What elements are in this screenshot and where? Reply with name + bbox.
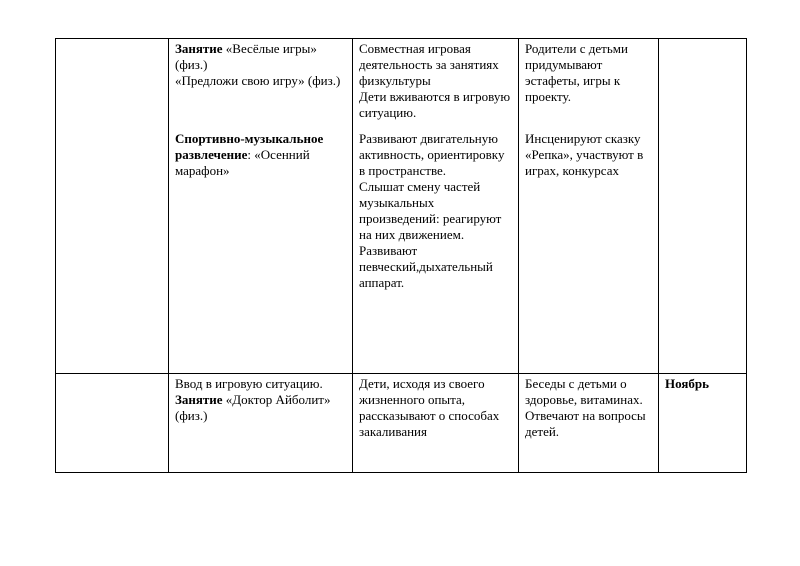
content-table: [55, 38, 747, 473]
cell-block-bottom: [175, 131, 347, 179]
paragraph: [359, 131, 513, 179]
text-run: Развивают певческий,дыхательный аппарат.: [359, 243, 493, 290]
text-run: Родители с детьми придумывают эстафеты, игры к проекту.: [525, 41, 628, 104]
table-cell-parents-actions: [519, 374, 659, 473]
table-row: [56, 39, 747, 374]
text-run: Инсценируют сказку «Репка», участвуют в играх, конкурсах: [525, 131, 644, 178]
cell-block-top: [359, 41, 513, 131]
paragraph: [359, 89, 513, 121]
table-cell-children-actions: [353, 374, 519, 473]
paragraph: [525, 131, 653, 179]
text-run: : «Осенний марафон»: [175, 147, 310, 178]
table-cell-parents-actions: [519, 39, 659, 374]
paragraph: [175, 376, 347, 392]
cell-block-top: [175, 41, 347, 131]
cell-block-bottom: [359, 131, 513, 291]
text-run: Слышат смену частей музыкальных произведений: реагируют на них движением.: [359, 179, 502, 242]
text-run: Развивают двигательную активность, ориентировку в пространстве.: [359, 131, 505, 178]
table-cell-activities: [169, 39, 353, 374]
cell-block-bottom: [525, 131, 653, 179]
cell-block-top: [525, 41, 653, 131]
month-label: [665, 376, 741, 392]
text-run: Ввод в игровую ситуацию.: [175, 376, 323, 391]
paragraph: [175, 392, 347, 424]
text-run: Спортивно-музыкальное развлечение: [175, 131, 324, 162]
text-run: Ноябрь: [665, 376, 710, 391]
table-cell-empty: [56, 39, 169, 374]
table-row: [56, 374, 747, 473]
paragraph: [359, 179, 513, 243]
paragraph: [175, 41, 347, 73]
text-run: «Доктор Айболит» (физ.): [175, 392, 331, 423]
text-run: Занятие: [175, 392, 223, 407]
paragraph: [359, 41, 513, 89]
paragraph: [525, 376, 653, 440]
table-cell-month: [659, 374, 747, 473]
table-cell-empty: [659, 39, 747, 374]
paragraph: [175, 131, 347, 179]
text-run: Совместная игровая деятельность за занятиях физкультуры: [359, 41, 499, 88]
table-cell-children-actions: [353, 39, 519, 374]
table-cell-activities: [169, 374, 353, 473]
text-run: Беседы с детьми о здоровье, витаминах. Отвечают на вопросы детей.: [525, 376, 646, 439]
paragraph: [359, 376, 513, 440]
text-run: Дети, исходя из своего жизненного опыта, рассказывают о способах закаливания: [359, 376, 500, 439]
text-run: «Весёлые игры» (физ.): [175, 41, 317, 72]
paragraph: [359, 243, 513, 291]
text-run: Дети вживаются в игровую ситуацию.: [359, 89, 511, 120]
text-run: Занятие: [175, 41, 223, 56]
paragraph: [175, 73, 347, 89]
text-run: «Предложи свою игру» (физ.): [175, 73, 341, 88]
paragraph: [525, 41, 653, 105]
table-cell-empty: [56, 374, 169, 473]
